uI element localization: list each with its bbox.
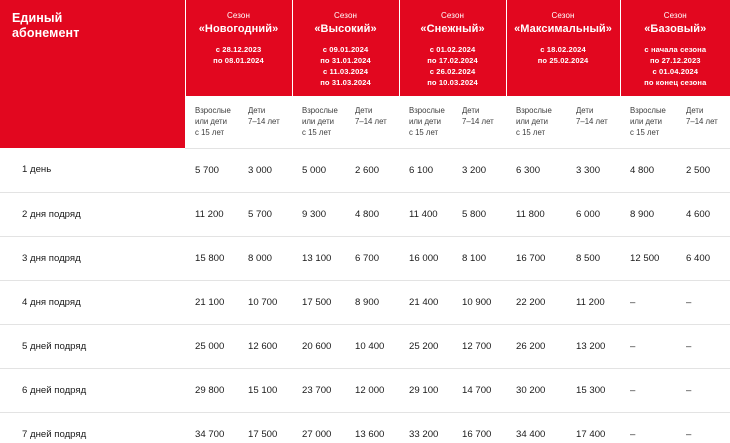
season-dates: [404, 44, 502, 88]
season-name: «Высокий»: [314, 23, 377, 36]
price-cell: 2 600: [347, 148, 399, 192]
price-cell: 23 700: [292, 368, 347, 412]
price-cell: 34 400: [506, 412, 568, 443]
price-cell: 8 000: [240, 236, 292, 280]
price-cell: 21 400: [399, 280, 454, 324]
price-cell: 6 400: [678, 236, 730, 280]
season-date-from: с 28.12.2023: [215, 44, 262, 54]
price-cell: 8 500: [568, 236, 620, 280]
price-cell: 6 300: [506, 148, 568, 192]
corner-title-line1: Единый: [12, 11, 63, 25]
season-date-to-1: по 31.01.2024: [320, 55, 371, 65]
price-cell: 3 200: [454, 148, 506, 192]
price-cell: 21 100: [185, 280, 240, 324]
price-cell: 13 200: [568, 324, 620, 368]
price-cell: 6 100: [399, 148, 454, 192]
price-cell: 14 700: [454, 368, 506, 412]
season-label: Сезон: [663, 11, 687, 20]
price-cell: 30 200: [506, 368, 568, 412]
price-cell: 12 700: [454, 324, 506, 368]
price-cell: –: [678, 368, 730, 412]
season-date-from: с 18.02.2024: [540, 44, 586, 54]
season-dates: [511, 44, 616, 66]
season-name: «Базовый»: [644, 23, 707, 36]
header-row-seasons: [0, 0, 730, 96]
price-cell: 15 800: [185, 236, 240, 280]
corner-title-line2: абонемент: [12, 26, 80, 41]
price-cell: 15 300: [568, 368, 620, 412]
season-date-from-2: с 01.04.2024: [652, 66, 699, 76]
table-row: [0, 280, 730, 324]
price-cell: 29 100: [399, 368, 454, 412]
season-date-from-1: с начала сезона: [644, 44, 707, 54]
price-cell: 25 000: [185, 324, 240, 368]
age-header-child-0: Дети 7–14 лет: [240, 96, 292, 148]
row-label: 7 дней подряд: [0, 412, 185, 443]
price-cell: –: [678, 324, 730, 368]
price-cell: 12 600: [240, 324, 292, 368]
row-label: 1 день: [0, 148, 185, 192]
row-label: 2 дня подряд: [0, 192, 185, 236]
price-cell: 8 900: [347, 280, 399, 324]
age-header-child-4: Дети 7–14 лет: [678, 96, 730, 148]
price-cell: 16 700: [506, 236, 568, 280]
price-cell: –: [620, 412, 678, 443]
price-cell: 4 800: [347, 192, 399, 236]
price-cell: 10 400: [347, 324, 399, 368]
price-cell: –: [620, 324, 678, 368]
age-header-adult-1: Взрослые или дети с 15 лет: [292, 96, 347, 148]
price-cell: 10 900: [454, 280, 506, 324]
season-date-to-1: по 17.02.2024: [427, 55, 478, 65]
season-dates: [625, 44, 727, 88]
price-cell: 8 900: [620, 192, 678, 236]
age-header-adult-3: Взрослые или дети с 15 лет: [506, 96, 568, 148]
table-row: [0, 324, 730, 368]
price-cell: 2 500: [678, 148, 730, 192]
price-cell: 12 000: [347, 368, 399, 412]
price-cell: –: [678, 412, 730, 443]
season-date-from-1: с 01.02.2024: [429, 44, 476, 54]
table-body: [0, 148, 730, 443]
price-cell: 27 000: [292, 412, 347, 443]
price-cell: 16 700: [454, 412, 506, 443]
price-cell: 3 300: [568, 148, 620, 192]
table-row: [0, 368, 730, 412]
price-cell: 22 200: [506, 280, 568, 324]
age-header-adult-2: Взрослые или дети с 15 лет: [399, 96, 454, 148]
age-header-adult-0: Взрослые или дети с 15 лет: [185, 96, 240, 148]
age-header-child-2: Дети 7–14 лет: [454, 96, 506, 148]
age-header-child-3: Дети 7–14 лет: [568, 96, 620, 148]
price-cell: 4 800: [620, 148, 678, 192]
price-cell: 26 200: [506, 324, 568, 368]
price-cell: 5 000: [292, 148, 347, 192]
price-cell: 34 700: [185, 412, 240, 443]
row-label: 4 дня подряд: [0, 280, 185, 324]
table-corner-title: [0, 0, 185, 148]
price-cell: 12 500: [620, 236, 678, 280]
table-row: [0, 192, 730, 236]
price-cell: 15 100: [240, 368, 292, 412]
price-cell: 3 000: [240, 148, 292, 192]
price-cell: 13 100: [292, 236, 347, 280]
season-label: Сезон: [227, 11, 250, 20]
table-row: [0, 148, 730, 192]
season-date-from-2: с 11.03.2024: [322, 66, 369, 76]
season-header-visokiy: [292, 0, 399, 96]
season-date-to-2: по 10.03.2024: [427, 77, 478, 87]
price-cell: 20 600: [292, 324, 347, 368]
season-date-to-2: по 31.03.2024: [320, 77, 371, 87]
season-label: Сезон: [551, 11, 575, 20]
price-cell: 11 800: [506, 192, 568, 236]
season-date-from-2: с 26.02.2024: [429, 66, 476, 76]
season-header-snezhniy: [399, 0, 506, 96]
price-cell: 33 200: [399, 412, 454, 443]
season-header-bazoviy: [620, 0, 730, 96]
season-dates: [190, 44, 288, 66]
season-date-from-1: с 09.01.2024: [322, 44, 369, 54]
season-date-to-1: по 27.12.2023: [649, 55, 701, 65]
age-header-adult-4: Взрослые или дети с 15 лет: [620, 96, 678, 148]
table-row: [0, 236, 730, 280]
season-label: Сезон: [441, 11, 465, 20]
price-cell: 8 100: [454, 236, 506, 280]
price-cell: 16 000: [399, 236, 454, 280]
price-cell: 25 200: [399, 324, 454, 368]
season-name: «Максимальный»: [514, 23, 613, 36]
season-date-to: по 25.02.2024: [537, 55, 589, 65]
season-date-to-2: по конец сезона: [644, 77, 707, 87]
season-name: «Новогодний»: [198, 23, 279, 36]
price-cell: 11 200: [185, 192, 240, 236]
price-cell: 11 400: [399, 192, 454, 236]
price-cell: 6 700: [347, 236, 399, 280]
price-cell: 29 800: [185, 368, 240, 412]
table-row: [0, 412, 730, 443]
price-cell: 17 500: [292, 280, 347, 324]
season-dates: [297, 44, 395, 88]
price-cell: 10 700: [240, 280, 292, 324]
price-cell: 17 500: [240, 412, 292, 443]
price-cell: 5 700: [240, 192, 292, 236]
price-cell: –: [678, 280, 730, 324]
price-cell: 5 800: [454, 192, 506, 236]
price-cell: 6 000: [568, 192, 620, 236]
price-cell: 9 300: [292, 192, 347, 236]
price-cell: 5 700: [185, 148, 240, 192]
row-label: 5 дней подряд: [0, 324, 185, 368]
season-date-to: по 08.01.2024: [213, 55, 264, 65]
price-cell: 11 200: [568, 280, 620, 324]
price-cell: 17 400: [568, 412, 620, 443]
season-header-novogodniy: [185, 0, 292, 96]
season-label: Сезон: [334, 11, 358, 20]
season-name: «Снежный»: [420, 23, 485, 36]
season-header-maksimalniy: [506, 0, 620, 96]
price-cell: –: [620, 368, 678, 412]
price-cell: 13 600: [347, 412, 399, 443]
price-cell: 4 600: [678, 192, 730, 236]
row-label: 6 дней подряд: [0, 368, 185, 412]
age-header-child-1: Дети 7–14 лет: [347, 96, 399, 148]
row-label: 3 дня подряд: [0, 236, 185, 280]
price-cell: –: [620, 280, 678, 324]
